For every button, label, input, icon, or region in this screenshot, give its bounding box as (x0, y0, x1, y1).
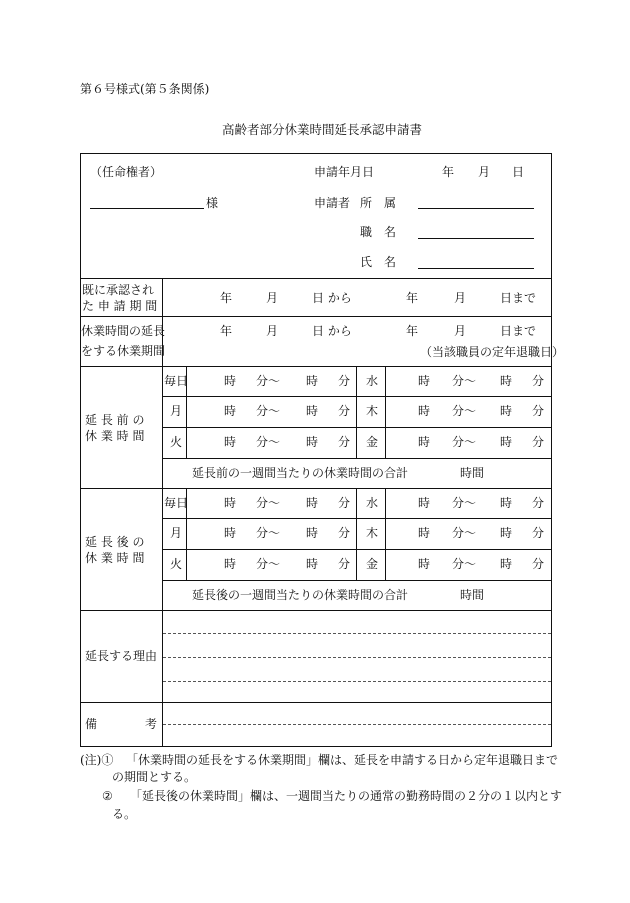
note-1-line-1: 「休業時間の延長をする休業期間」欄は、延長を申請する日から定年退職日まで (126, 753, 559, 767)
time-minute-from-unit: 分～ (452, 435, 477, 449)
before-weekly-total-label: 延長前の一週間当たりの休業時間の合計 (192, 466, 409, 480)
extended-period-label-2: をする休業期間 (81, 344, 166, 358)
row-divider (80, 702, 552, 703)
extended-period-label-1: 休業時間の延長 (81, 324, 166, 338)
time-hour-unit: 時 (418, 557, 431, 571)
time-hour-unit: 時 (224, 374, 237, 388)
before-label-2: 休 業 時 間 (85, 429, 145, 443)
time-hour-unit: 時 (500, 557, 513, 571)
approved-period-label-1: 既に承認され (82, 283, 155, 297)
col-divider (356, 366, 357, 458)
note-prefix: (注)① (80, 753, 114, 767)
reason-line (163, 633, 551, 634)
time-minute-unit: 分 (532, 374, 545, 388)
time-hour-unit: 時 (306, 557, 319, 571)
col-divider (385, 488, 386, 580)
after-day-tue: 火 (170, 557, 183, 571)
form-number: 第６号様式(第５条関係) (80, 82, 210, 96)
row-divider (162, 549, 552, 550)
time-hour-unit: 時 (418, 435, 431, 449)
remarks-line (163, 724, 551, 725)
time-minute-unit: 分 (338, 496, 351, 510)
appointer-name-line (90, 208, 204, 209)
time-minute-unit: 分 (532, 435, 545, 449)
date-label: 申請年月日 (314, 165, 375, 179)
row-divider (162, 427, 552, 428)
time-minute-unit: 分 (532, 526, 545, 540)
time-hour-unit: 時 (224, 557, 237, 571)
extended-from-month: 月 (266, 324, 279, 338)
note-2-line-2: る。 (112, 807, 137, 821)
after-weekly-total-unit: 時間 (460, 588, 485, 602)
time-hour-unit: 時 (500, 435, 513, 449)
time-minute-unit: 分 (532, 557, 545, 571)
extended-from-year: 年 (220, 324, 233, 338)
extended-to-day: 日まで (500, 324, 537, 338)
approved-from-day: 日 から (312, 291, 352, 305)
row-divider (162, 458, 552, 459)
time-hour-unit: 時 (224, 435, 237, 449)
approved-to-month: 月 (454, 291, 467, 305)
approved-to-day: 日まで (500, 291, 537, 305)
row-divider (162, 518, 552, 519)
time-minute-unit: 分 (338, 526, 351, 540)
row-divider (80, 610, 552, 611)
after-day-daily: 毎日 (164, 496, 189, 510)
extended-to-year: 年 (406, 324, 419, 338)
time-hour-unit: 時 (500, 404, 513, 418)
time-hour-unit: 時 (500, 526, 513, 540)
time-hour-unit: 時 (500, 374, 513, 388)
note-2-line-1: 「延長後の休業時間」欄は、一週間当たりの通常の勤務時間の２分の１以内とす (130, 789, 563, 803)
time-minute-from-unit: 分～ (452, 557, 477, 571)
col-divider (356, 488, 357, 580)
time-hour-unit: 時 (418, 496, 431, 510)
before-day-mon: 月 (170, 404, 183, 418)
after-day-fri: 金 (366, 557, 379, 571)
time-hour-unit: 時 (306, 526, 319, 540)
time-hour-unit: 時 (306, 435, 319, 449)
time-hour-unit: 時 (306, 374, 319, 388)
after-day-mon: 月 (170, 526, 183, 540)
after-day-thu: 木 (366, 526, 379, 540)
approved-from-month: 月 (266, 291, 279, 305)
form-title: 高齢者部分休業時間延長承認申請書 (222, 122, 423, 137)
time-minute-unit: 分 (532, 404, 545, 418)
reason-line (163, 657, 551, 658)
before-weekly-total-unit: 時間 (460, 466, 485, 480)
time-minute-from-unit: 分～ (452, 496, 477, 510)
time-minute-unit: 分 (338, 557, 351, 571)
before-day-tue: 火 (170, 435, 183, 449)
before-day-daily: 毎日 (164, 374, 189, 388)
date-day-unit: 日 (512, 165, 525, 179)
date-month-unit: 月 (478, 165, 491, 179)
time-minute-from-unit: 分～ (452, 526, 477, 540)
applicant-label: 申請者 (314, 196, 351, 210)
name-line (418, 268, 534, 269)
note-2-mark: ② (102, 789, 113, 803)
time-minute-unit: 分 (532, 496, 545, 510)
time-minute-unit: 分 (338, 404, 351, 418)
note-1-line-2: の期間とする。 (112, 770, 197, 784)
position-label: 職 名 (360, 225, 397, 239)
row-divider (162, 396, 552, 397)
time-minute-from-unit: 分～ (256, 404, 281, 418)
before-day-fri: 金 (366, 435, 379, 449)
time-minute-from-unit: 分～ (452, 404, 477, 418)
time-minute-unit: 分 (338, 435, 351, 449)
after-day-wed: 水 (366, 496, 379, 510)
time-hour-unit: 時 (500, 496, 513, 510)
row-divider (80, 316, 552, 317)
time-hour-unit: 時 (306, 496, 319, 510)
time-hour-unit: 時 (418, 526, 431, 540)
remarks-label: 備 考 (85, 717, 158, 731)
approved-period-label-2: た 申 請 期 間 (82, 299, 158, 313)
appointer-label: （任命権者） (90, 165, 163, 179)
after-label-2: 休 業 時 間 (85, 551, 145, 565)
retirement-date-note: （当該職員の定年退職日） (420, 345, 565, 359)
time-hour-unit: 時 (418, 374, 431, 388)
after-label-1: 延 長 後 の (85, 535, 145, 549)
time-minute-from-unit: 分～ (256, 374, 281, 388)
affiliation-line (418, 208, 534, 209)
time-hour-unit: 時 (224, 526, 237, 540)
approved-from-year: 年 (220, 291, 233, 305)
reason-label: 延長する理由 (85, 649, 158, 663)
reason-line (163, 681, 551, 682)
sama-label: 様 (206, 196, 219, 210)
before-label-1: 延 長 前 の (85, 413, 145, 427)
time-hour-unit: 時 (224, 404, 237, 418)
time-hour-unit: 時 (418, 404, 431, 418)
extended-to-month: 月 (454, 324, 467, 338)
approved-to-year: 年 (406, 291, 419, 305)
time-hour-unit: 時 (224, 496, 237, 510)
name-label: 氏 名 (360, 255, 397, 269)
row-divider (162, 580, 552, 581)
time-hour-unit: 時 (306, 404, 319, 418)
before-day-wed: 水 (366, 374, 379, 388)
row-divider (80, 488, 552, 489)
before-day-thu: 木 (366, 404, 379, 418)
position-line (418, 238, 534, 239)
time-minute-from-unit: 分～ (452, 374, 477, 388)
row-divider (80, 366, 552, 367)
time-minute-from-unit: 分～ (256, 557, 281, 571)
extended-from-day: 日 から (312, 324, 352, 338)
time-minute-from-unit: 分～ (256, 435, 281, 449)
time-minute-unit: 分 (338, 374, 351, 388)
affiliation-label: 所 属 (360, 196, 397, 210)
time-minute-from-unit: 分～ (256, 496, 281, 510)
after-weekly-total-label: 延長後の一週間当たりの休業時間の合計 (192, 588, 409, 602)
date-year-unit: 年 (442, 165, 455, 179)
row-divider (80, 278, 552, 279)
time-minute-from-unit: 分～ (256, 526, 281, 540)
col-divider (385, 366, 386, 458)
